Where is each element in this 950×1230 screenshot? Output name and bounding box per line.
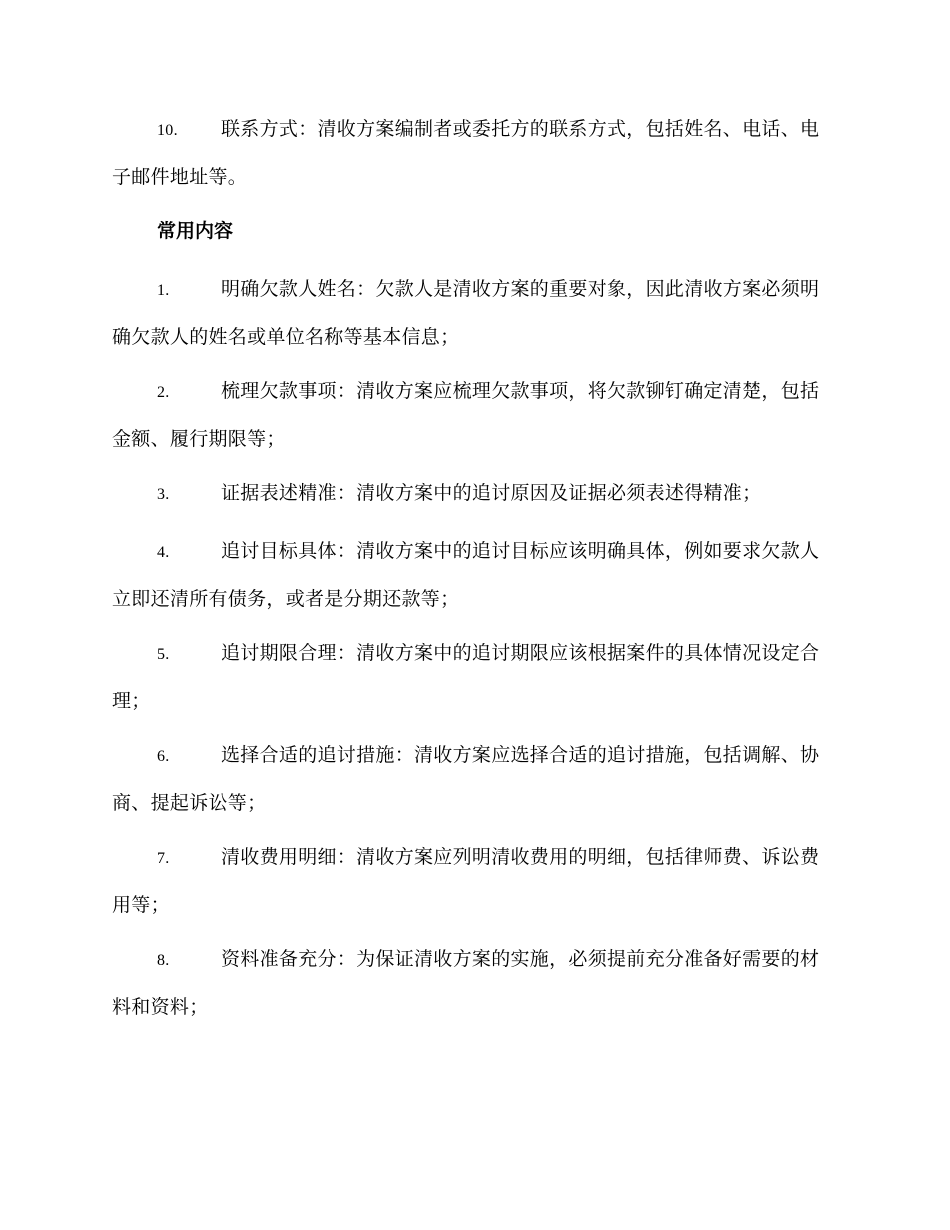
- list-item-text: 清收费用明细：清收方案应列明清收费用的明细，包括律师费、诉讼费用等；: [112, 846, 820, 916]
- list-item-number: 7.: [157, 850, 170, 867]
- list-item-number: 2.: [157, 384, 170, 401]
- list-item-number: 10.: [157, 122, 178, 139]
- list-item-text: 追讨期限合理：清收方案中的追讨期限应该根据案件的具体情况设定合理；: [112, 642, 820, 712]
- list-item-text: 明确欠款人姓名：欠款人是清收方案的重要对象，因此清收方案必须明确欠款人的姓名或单位名称等基本信息；: [112, 278, 820, 348]
- list-item-number: 8.: [157, 952, 170, 969]
- section-heading: 常用内容: [157, 220, 234, 242]
- list-item-number: 3.: [157, 486, 170, 503]
- list-item-text: 选择合适的追讨措施：清收方案应选择合适的追讨措施，包括调解、协商、提起诉讼等；: [112, 744, 820, 814]
- list-item-number: 6.: [157, 748, 170, 765]
- list-item: [112, 732, 832, 826]
- list-item-number: 5.: [157, 646, 170, 663]
- list-item: [112, 834, 832, 928]
- list-item: [112, 936, 832, 1030]
- list-item: [112, 470, 832, 518]
- list-item-number: 1.: [157, 282, 170, 299]
- list-item: [112, 528, 832, 622]
- list-item: [112, 106, 832, 200]
- list-item-text: 追讨目标具体：清收方案中的追讨目标应该明确具体，例如要求欠款人立即还清所有债务，或者是分期还款等；: [112, 540, 820, 610]
- list-item-text: 联系方式：清收方案编制者或委托方的联系方式，包括姓名、电话、电子邮件地址等。: [112, 118, 820, 188]
- list-item: [112, 630, 832, 724]
- list-item: [112, 368, 832, 462]
- list-item-text: 资料准备充分：为保证清收方案的实施，必须提前充分准备好需要的材料和资料；: [112, 948, 820, 1018]
- list-item-text: 证据表述精准：清收方案中的追讨原因及证据必须表述得精准；: [221, 482, 762, 504]
- list-item: [112, 266, 832, 360]
- list-item-number: 4.: [157, 544, 170, 561]
- list-item-text: 梳理欠款事项：清收方案应梳理欠款事项，将欠款铆钉确定清楚，包括金额、履行期限等；: [112, 380, 820, 450]
